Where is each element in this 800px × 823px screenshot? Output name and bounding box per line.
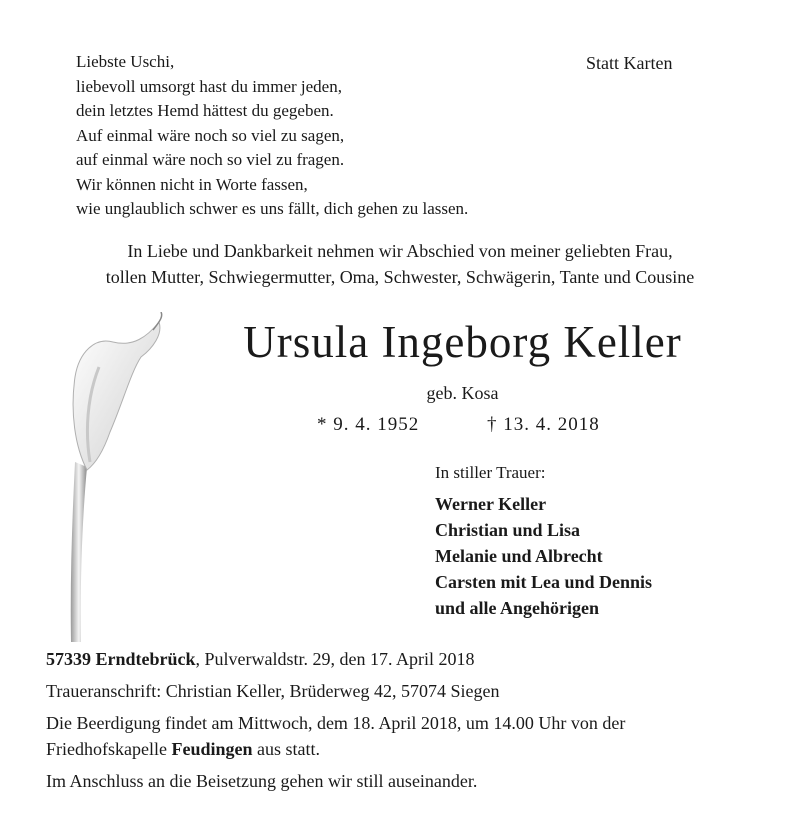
place-date-line bbox=[46, 646, 625, 672]
mourner-name: Melanie und Albrecht bbox=[435, 546, 603, 566]
death-date: † 13. 4. 2018 bbox=[487, 414, 600, 435]
funeral-line: Die Beerdigung findet am Mittwoch, dem 18. April 2018, um 14.00 Uhr von der bbox=[46, 713, 626, 733]
intro-line: tollen Mutter, Schwiegermutter, Oma, Schwester, Schwägerin, Tante und Cousine bbox=[105, 267, 695, 287]
poem-line: dein letztes Hemd hättest du gegeben. bbox=[76, 101, 334, 120]
place-rest: , Pulverwaldstr. 29, den 17. April 2018 bbox=[195, 649, 475, 669]
funeral-text: Friedhofskapelle bbox=[46, 739, 172, 759]
poem bbox=[76, 50, 468, 222]
poem-line: auf einmal wäre noch so viel zu fragen. bbox=[76, 150, 345, 169]
mourner-name: Christian und Lisa bbox=[435, 520, 581, 540]
mourner-name: Werner Keller bbox=[435, 494, 547, 514]
deceased-name: Ursula Ingeborg Keller bbox=[243, 317, 682, 367]
intro-line: In Liebe und Dankbarkeit nehmen wir Abschied von meiner geliebten Frau, bbox=[127, 241, 673, 261]
mourning-label: In stiller Trauer: bbox=[435, 463, 546, 482]
statt-karten-label: Statt Karten bbox=[586, 53, 673, 73]
poem-line: liebevoll umsorgt hast du immer jeden, bbox=[76, 76, 342, 96]
poem-line: Liebste Uschi, bbox=[76, 52, 175, 71]
birth-date: * 9. 4. 1952 bbox=[317, 414, 420, 435]
mourning-address: Traueranschrift: Christian Keller, Brüderweg 42, 57074 Siegen bbox=[46, 681, 500, 701]
poem-line: wie unglaublich schwer es uns fällt, dich gehen zu lassen. bbox=[76, 199, 469, 218]
mourner-name: Carsten mit Lea und Dennis bbox=[435, 572, 653, 592]
funeral-place: Feudingen bbox=[171, 739, 253, 759]
funeral-line-2 bbox=[46, 736, 625, 762]
closing-line: Im Anschluss an die Beisetzung gehen wir still auseinander. bbox=[46, 771, 478, 791]
mourners-list bbox=[435, 491, 652, 621]
place-bold: 57339 Erndtebrück bbox=[46, 649, 196, 669]
mourner-name: und alle Angehörigen bbox=[435, 598, 600, 618]
poem-line: Wir können nicht in Worte fassen, bbox=[76, 174, 308, 194]
maiden-name: geb. Kosa bbox=[426, 383, 499, 403]
intro-text bbox=[0, 238, 800, 290]
poem-line: Auf einmal wäre noch so viel zu sagen, bbox=[76, 125, 345, 145]
footer bbox=[46, 646, 625, 794]
funeral-text-end: aus statt. bbox=[252, 739, 320, 759]
calla-lily-image bbox=[35, 312, 185, 642]
